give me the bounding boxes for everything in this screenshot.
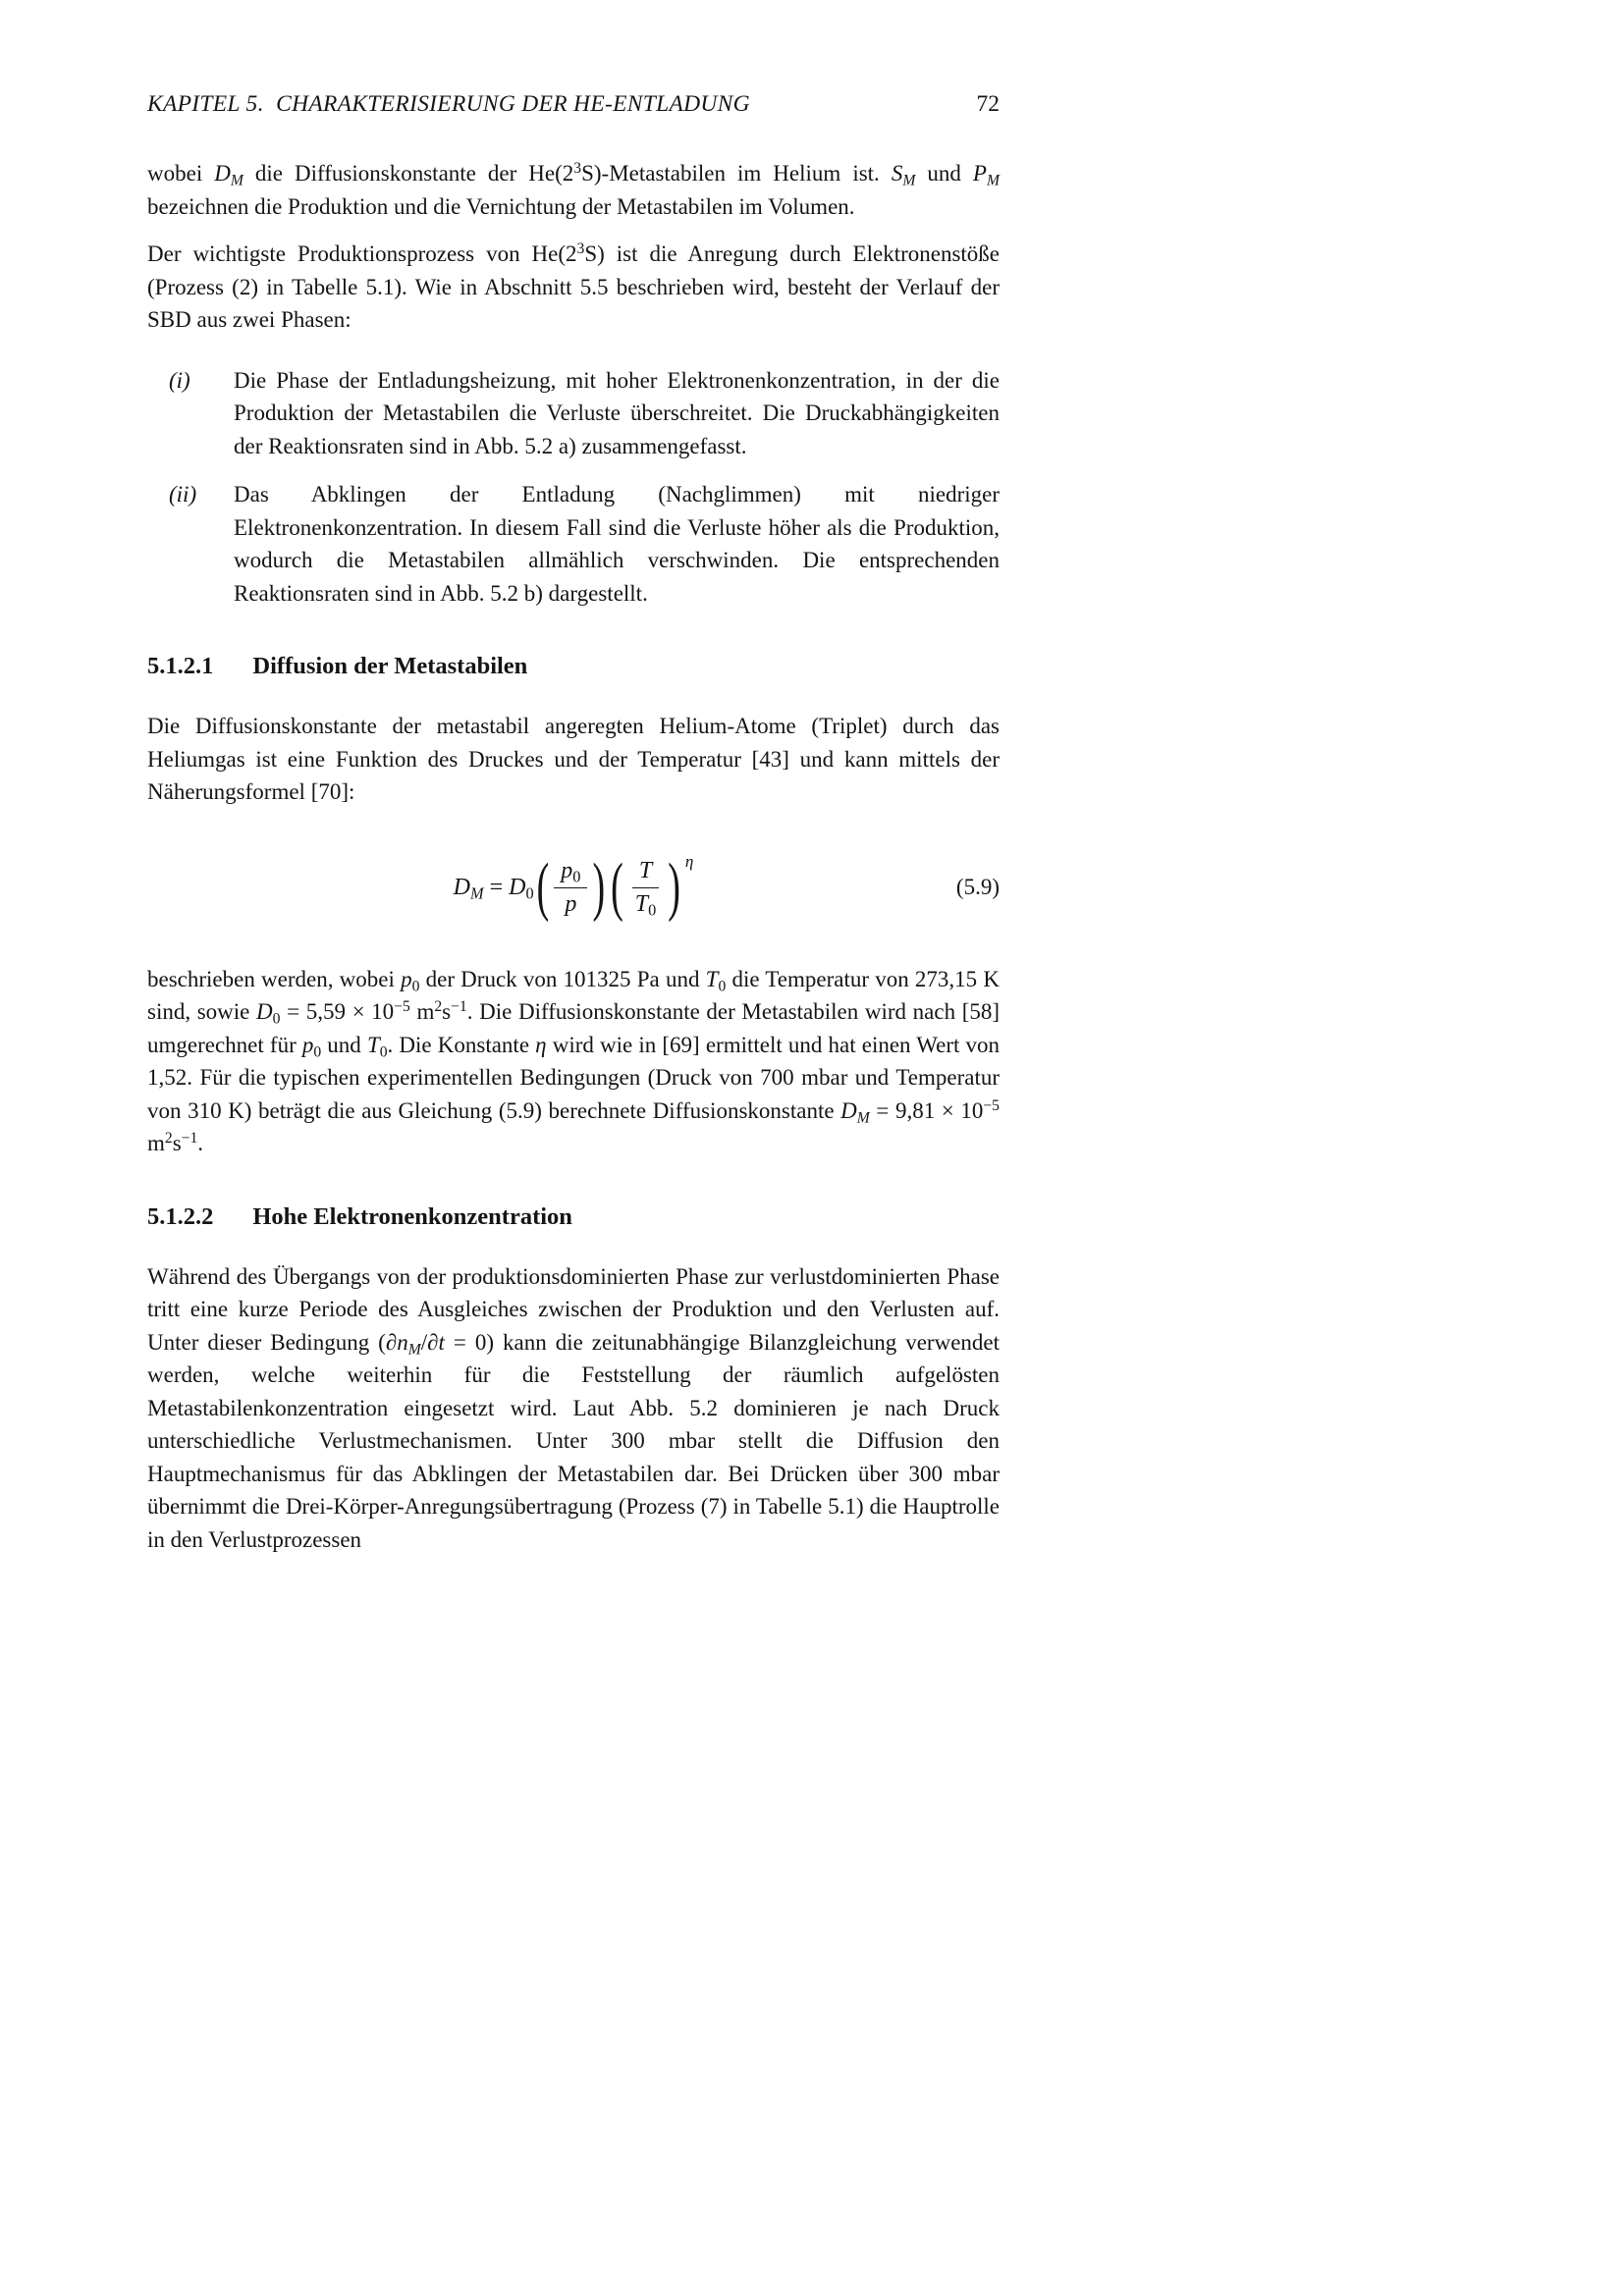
paragraph-diffusion-constant: Die Diffusionskonstante der metastabil angeregten Helium-Atome (Triplet) durch das Heliumgas ist eine Funktion des Druckes und der Temperatur [43] und kann mittels der Näherungsformel [70]: bbox=[147, 714, 1000, 804]
right-paren: ) bbox=[668, 851, 680, 924]
left-paren: ( bbox=[611, 851, 623, 924]
left-paren: ( bbox=[536, 851, 550, 924]
section-title: Diffusion der Metastabilen bbox=[252, 653, 528, 679]
fraction-numerator: $p_0$ bbox=[554, 858, 587, 888]
enumerate-list bbox=[147, 364, 1000, 611]
paragraph-intro: wobei $D_M$ die Diffusionskonstante der $He(2^3S)$-Metastabilen im Helium ist. $S_M$ und $P_M$ bezeichnen die Produktion und die Vernichtung der Metastabilen im Volumen. bbox=[147, 160, 1000, 219]
text-block bbox=[147, 91, 1000, 1571]
fraction-denominator: $T_0$ bbox=[634, 890, 657, 920]
list-item-ii bbox=[147, 478, 1000, 610]
display-equation-5-9 bbox=[147, 851, 1000, 924]
fraction-numerator: T bbox=[632, 858, 659, 888]
paragraph-constants-values: beschrieben werden, wobei $p_0$ der Druck von 101325 Pa und $T_0$ die Temperatur von 273,15 K sind, sowie $D_0 = 5,59 \times 10^{-5}$ $m^2s^{-1}$. Die Diffusionskonstante der Metastabilen wird nach [58] umgerechnet für $p_0$ und $T_0$. Die Konstante η wird wie in [69] ermittelt und hat einen Wert von 1,52. Für die typischen experimentellen Bedingungen (Druck von 700 mbar und Temperatur von 310 K) beträgt die aus Gleichung (5.9) berechnete Diffusionskonstante $D_M = 9,81 \times 10^{-5}$ $m^2s^{-1}$. bbox=[147, 966, 1001, 1155]
fraction-denominator: p bbox=[565, 890, 577, 917]
paragraph-production-process: Der wichtigste Produktionsprozess von $He(2^3S)$ ist die Anregung durch Elektronenstöße (Prozess (2) in Tabelle 5.1). Wie in Abschnitt 5.5 beschrieben wird, besteht der Verlauf der SBD aus zwei Phasen: bbox=[147, 240, 1000, 332]
list-item-i bbox=[147, 364, 1000, 463]
equation-number: (5.9) bbox=[955, 875, 1000, 899]
section-heading-diffusion bbox=[147, 653, 1000, 680]
section-number: 5.1.2.1 bbox=[147, 653, 214, 679]
equation-math bbox=[453, 851, 694, 924]
section-heading-electron-concentration bbox=[147, 1203, 1000, 1231]
equation-exponent: η bbox=[684, 851, 694, 871]
equation-lhs: $D_M = D_0$ bbox=[453, 874, 534, 903]
page-header bbox=[147, 91, 1000, 118]
running-head: KAPITEL 5. CHARAKTERISIERUNG DER HE-ENTLADUNG bbox=[147, 91, 750, 117]
section-title: Hohe Elektronenkonzentration bbox=[252, 1202, 572, 1230]
list-item-label: (i) bbox=[169, 367, 190, 393]
list-item-text: Das Abklingen der Entladung (Nachglimmen) mit niedriger Elektronenkonzentration. In diesem Fall sind die Verluste höher als die Produktion, wodurch die Metastabilen allmählich verschwinden. Die entsprechenden Reaktionsraten sind in Abb. 5.2 b) dargestellt. bbox=[234, 482, 1000, 606]
page-number: 72 bbox=[976, 91, 1000, 117]
fraction-t-t0 bbox=[628, 858, 664, 918]
list-item-text: Die Phase der Entladungsheizung, mit hoher Elektronenkonzentration, in der die Produktion der Metastabilen die Verluste überschreitet. Die Druckabhängigkeiten der Reaktionsraten sind in Abb. 5.2 a) zusammengefasst. bbox=[234, 367, 1000, 458]
right-paren: ) bbox=[592, 851, 606, 924]
list-item-label: (ii) bbox=[169, 482, 197, 507]
section-number: 5.1.2.2 bbox=[147, 1202, 214, 1230]
fraction-p0-p bbox=[554, 858, 587, 918]
paragraph-high-electron-concentration: Während des Übergangs von der produktionsdominierten Phase zur verlustdominierten Phase tritt eine kurze Periode des Ausgleiches zwischen der Produktion und den Verlusten auf. Unter dieser Bedingung $(\partial n_M/\partial t = 0)$ kann die zeitunabhängige Bilanzgleichung verwendet werden, welche weiterhin für die Feststellung der räumlich aufgelösten Metastabilenkonzentration eingesetzt wird. Laut Abb. 5.2 dominieren je nach Druck unterschiedliche Verlustmechanismen. Unter 300 mbar stellt die Diffusion den Hauptmechanismus für das Abklingen der Metastabilen dar. Bei Drücken über 300 mbar übernimmt die Drei-Körper-Anregungsübertragung (Prozess (7) in Tabelle 5.1) die Hauptrolle in den Verlustprozessen bbox=[147, 1263, 1001, 1552]
